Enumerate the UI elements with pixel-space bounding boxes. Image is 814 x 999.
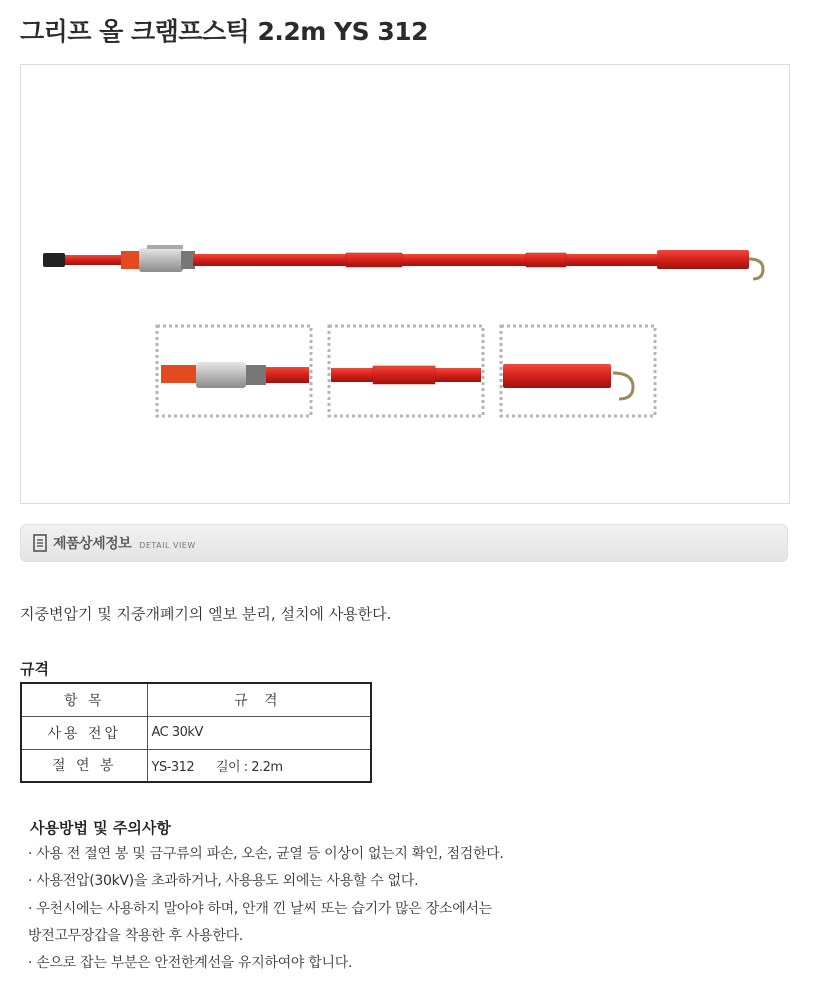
spec-value: AC 30kV (147, 716, 371, 749)
detail-view-title: 제품상세정보 (53, 536, 132, 552)
spec-heading: 규격 (20, 660, 49, 678)
usage-heading: 사용방법 및 주의사항 (30, 819, 171, 837)
list-item: 방전고무장갑을 착용한 후 사용한다. (28, 927, 243, 944)
list-item: · 사용 전 절연 봉 및 금구류의 파손, 오손, 균열 등 이상이 없는지 확인, 점검한다. (28, 846, 504, 862)
product-image (20, 64, 790, 504)
zoom-detail-hook (501, 326, 655, 416)
table-row (21, 749, 371, 782)
list-item: · 손으로 잡는 부분은 안전한계선을 유지하여야 합니다. (28, 955, 353, 972)
document-icon (33, 534, 47, 552)
zoom-detail-joint (329, 326, 483, 416)
detail-view-header (20, 524, 788, 562)
product-title: 그리프 올 크램프스틱 2.2m YS 312 (20, 17, 428, 46)
header-item: 항 목 (21, 683, 147, 716)
spec-item: 절 연 봉 (21, 749, 147, 782)
header-value: 규 격 (147, 683, 371, 716)
table-row (21, 716, 371, 749)
zoom-detail-clamp (157, 326, 311, 416)
usage-list (28, 842, 504, 978)
list-item: · 우천시에는 사용하지 말아야 하며, 안개 낀 날씨 또는 습기가 많은 장소에서는 (28, 900, 492, 917)
clamp-stick-illustration (21, 65, 789, 503)
spec-value: YS-312 길이 : 2.2m (147, 749, 371, 782)
spec-item: 사용 전압 (21, 716, 147, 749)
detail-view-subtitle: DETAIL VIEW (139, 540, 196, 550)
main-stick (43, 245, 763, 279)
product-description: 지중변압기 및 지중개폐기의 엘보 분리, 설치에 사용한다. (20, 605, 392, 623)
list-item: · 사용전압(30kV)을 초과하거나, 사용용도 외에는 사용할 수 없다. (28, 873, 419, 890)
table-header-row (21, 683, 371, 716)
spec-table (20, 682, 372, 783)
